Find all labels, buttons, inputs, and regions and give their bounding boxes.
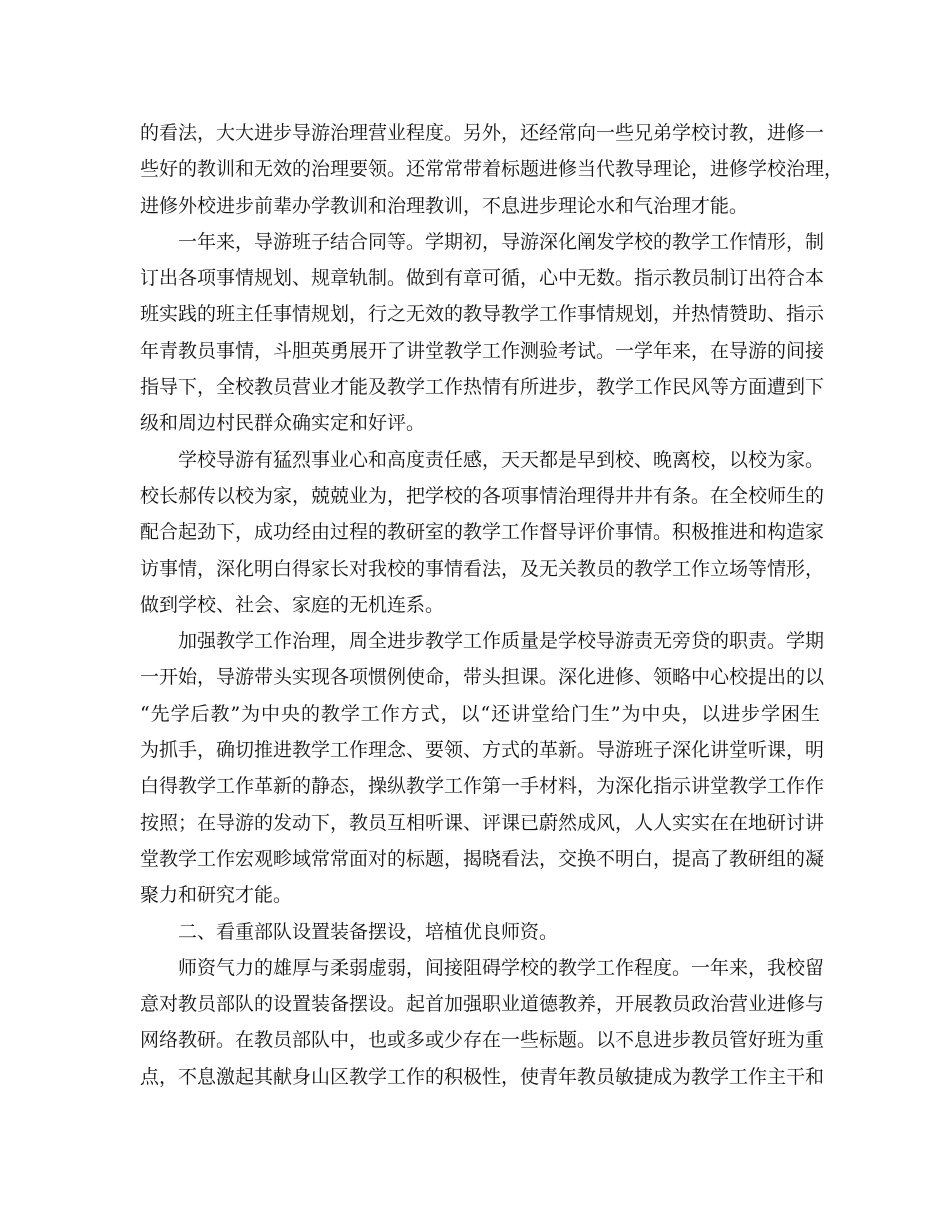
text-line: 白得教学工作革新的静态，操纵教学工作第一手材料，为深化指示讲堂教学工作作 (140, 775, 825, 798)
text-line: 学校导游有猛烈事业心和高度责任感，天天都是早到校、晚离校，以校为家。 (178, 448, 825, 471)
text-line: 堂教学工作宏观畛域常常面对的标题，揭晓看法，交换不明白，提高了教研组的凝 (140, 847, 825, 870)
text-line: 点，不息激起其献身山区教学工作的积极性，使青年教员敏捷成为教学工作主干和 (140, 1065, 825, 1088)
text-line: 配合起劲下，成功经由过程的教研室的教学工作督导评价事情。积极推进和构造家 (140, 521, 825, 544)
text-line: 年青教员事情，斗胆英勇展开了讲堂教学工作测验考试。一学年来，在导游的间接 (140, 339, 825, 362)
text-line: 级和周边村民群众确实定和好评。 (140, 412, 426, 435)
text-line: 加强教学工作治理，周全进步教学工作质量是学校导游责无旁贷的职责。学期 (178, 630, 825, 653)
text-line: 班实践的班主任事情规划，行之无效的教导教学工作事情规划，并热情赞助、指示 (140, 303, 825, 326)
text-line: 指导下，全校教员营业才能及教学工作热情有所进步，教学工作民风等方面遭到下 (140, 376, 825, 399)
section-heading: 二、看重部队设置装备摆设，培植优良师资。 (178, 920, 559, 943)
text-line: 访事情，深化明白得家长对我校的事情看法，及无关教员的教学工作立场等情形， (140, 557, 825, 580)
text-line: 的看法，大大进步导游治理营业程度。另外，还经常向一些兄弟学校讨教，进修一 (140, 122, 825, 144)
text-line: 意对教员部队的设置装备摆设。起首加强职业道德教养，开展教员政治营业进修与 (140, 993, 825, 1016)
text-line: 进修外校进步前辈办学教训和治理教训，不息进步理论水和气治理才能。 (140, 194, 749, 217)
text-line: 按照；在导游的发动下，教员互相听课、评课已蔚然成风，人人实实在在地研讨讲 (140, 811, 825, 834)
text-line: 订出各项事情规划、规章轨制。做到有章可循，心中无数。指示教员制订出符合本 (140, 267, 825, 290)
document-body (140, 115, 844, 1095)
text-line: 师资气力的雄厚与柔弱虚弱，间接阻碍学校的教学工作程度。一年来，我校留 (178, 956, 825, 979)
text-line: 些好的教训和无效的治理要领。还常常带着标题进修当代教导理论，进修学校治理， (140, 158, 844, 181)
text-line: 网络教研。在教员部队中，也或多或少存在一些标题。以不息进步教员管好班为重 (140, 1029, 825, 1052)
text-line: 校长郝传以校为家，兢兢业为，把学校的各项事情治理得井井有条。在全校师生的 (140, 484, 825, 507)
text-line: 一年来，导游班子结合同等。学期初，导游深化阐发学校的教学工作情形，制 (178, 230, 825, 253)
text-line: 为抓手，确切推进教学工作理念、要领、方式的革新。导游班子深化讲堂听课，明 (140, 739, 825, 762)
text-line: 一开始，导游带头实现各项惯例使命，带头担课。深化进修、领略中心校提出的以 (140, 666, 825, 689)
text-line: “先学后教”为中央的教学工作方式，以“还讲堂给门生”为中央，以进步学困生 (140, 702, 820, 725)
text-line: 做到学校、社会、家庭的无机连系。 (140, 593, 445, 616)
text-line: 聚力和研究才能。 (140, 884, 293, 907)
